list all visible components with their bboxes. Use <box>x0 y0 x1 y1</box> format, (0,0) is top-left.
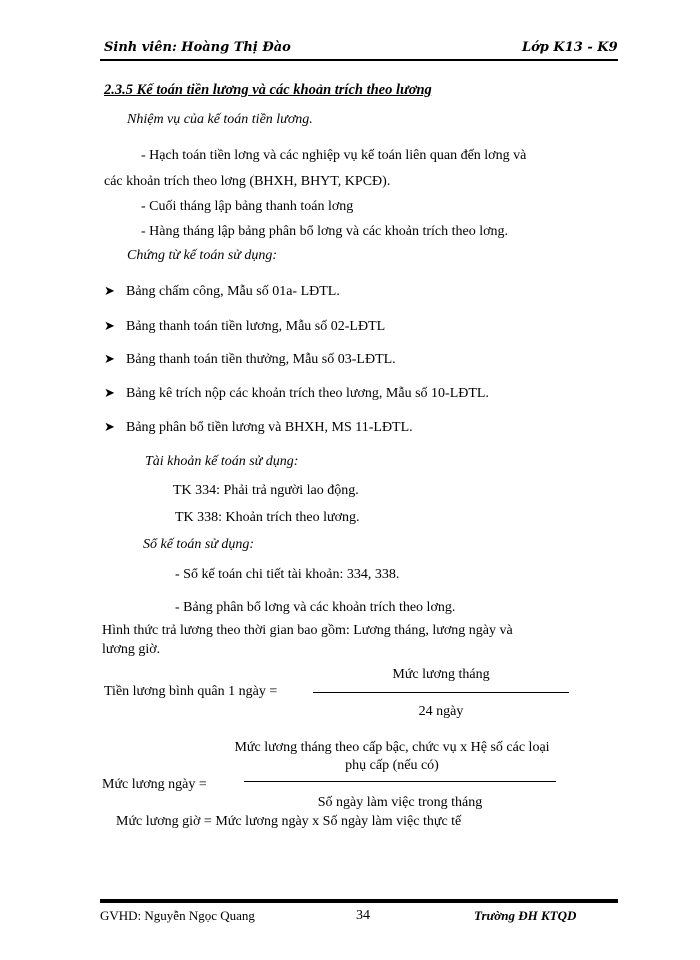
account-item: TK 334: Phải trả người lao động. <box>173 483 359 498</box>
duty-line: các khoản trích theo lơng (BHXH, BHYT, KPCĐ). <box>104 174 391 189</box>
formula2-numerator: phụ cấp (nếu có) <box>345 758 439 773</box>
formula3: Mức lương giờ = Mức lương ngày x Số ngày làm việc thực tế <box>116 814 462 829</box>
header-rule <box>100 59 618 61</box>
duty-line: - Hàng tháng lập bảng phân bổ lơng và các khoản trích theo lơng. <box>141 224 509 239</box>
document-item: ➤ Bảng kê trích nộp các khoản trích theo lương, Mẫu số 10-LĐTL. <box>104 385 489 401</box>
page-number: 34 <box>356 908 370 923</box>
documents-heading: Chứng từ kế toán sử dụng: <box>127 248 278 263</box>
books-heading: Sổ kế toán sử dụng: <box>143 537 255 552</box>
arrow-bullet-icon: ➤ <box>104 385 115 400</box>
duty-line: - Cuối tháng lập bảng thanh toán lơng <box>141 199 354 214</box>
section-title: 2.3.5 Kế toán tiền lương và các khoản trích theo lương <box>104 82 432 98</box>
footer-rule <box>100 899 618 903</box>
formula2-label: Mức lương ngày = <box>102 777 207 792</box>
account-item: TK 338: Khoản trích theo lương. <box>175 510 360 525</box>
arrow-bullet-icon: ➤ <box>104 419 115 434</box>
document-item: ➤ Bảng thanh toán tiền lương, Mẫu số 02-LĐTL <box>104 318 386 334</box>
arrow-bullet-icon: ➤ <box>104 351 115 366</box>
arrow-bullet-icon: ➤ <box>104 318 115 333</box>
book-item: - Sổ kế toán chi tiết tài khoản: 334, 338. <box>175 567 400 582</box>
accounts-heading: Tài khoản kế toán sử dụng: <box>145 454 299 469</box>
document-item: ➤ Bảng phân bổ tiền lương và BHXH, MS 11-LĐTL. <box>104 419 413 435</box>
footer-supervisor: GVHD: Nguyễn Ngọc Quang <box>100 908 255 923</box>
document-item: ➤ Bảng thanh toán tiền thưởng, Mẫu số 03-LĐTL. <box>104 351 396 367</box>
footer-school: Trường ĐH KTQD <box>474 908 577 923</box>
formula1-denominator: 24 ngày <box>418 704 464 719</box>
book-item: - Bảng phân bổ lơng và các khoản trích theo lơng. <box>175 600 456 615</box>
duty-line: - Hạch toán tiền lơng và các nghiệp vụ kế toán liên quan đến lơng và <box>141 148 527 163</box>
formula1-fraction-line <box>313 692 569 693</box>
arrow-bullet-icon: ➤ <box>104 283 115 298</box>
formula1-label: Tiền lương bình quân 1 ngày = <box>104 684 278 699</box>
document-item: ➤ Bảng chấm công, Mẫu số 01a- LĐTL. <box>104 283 340 299</box>
formula2-fraction-line <box>244 781 556 782</box>
formula1-numerator: Mức lương tháng <box>392 667 490 682</box>
formula2-numerator: Mức lương tháng theo cấp bậc, chức vụ x Hệ số các loại <box>234 740 550 755</box>
time-pay-line: lương giờ. <box>102 642 161 657</box>
header-class: Lớp K13 - K9 <box>522 40 618 55</box>
header-student: Sinh viên: Hoàng Thị Đào <box>104 40 291 55</box>
formula2-denominator: Số ngày làm việc trong tháng <box>317 795 483 810</box>
time-pay-line: Hình thức trả lương theo thời gian bao gồm: Lương tháng, lương ngày và <box>102 623 513 638</box>
duties-heading: Nhiệm vụ của kế toán tiền lương. <box>127 112 313 127</box>
